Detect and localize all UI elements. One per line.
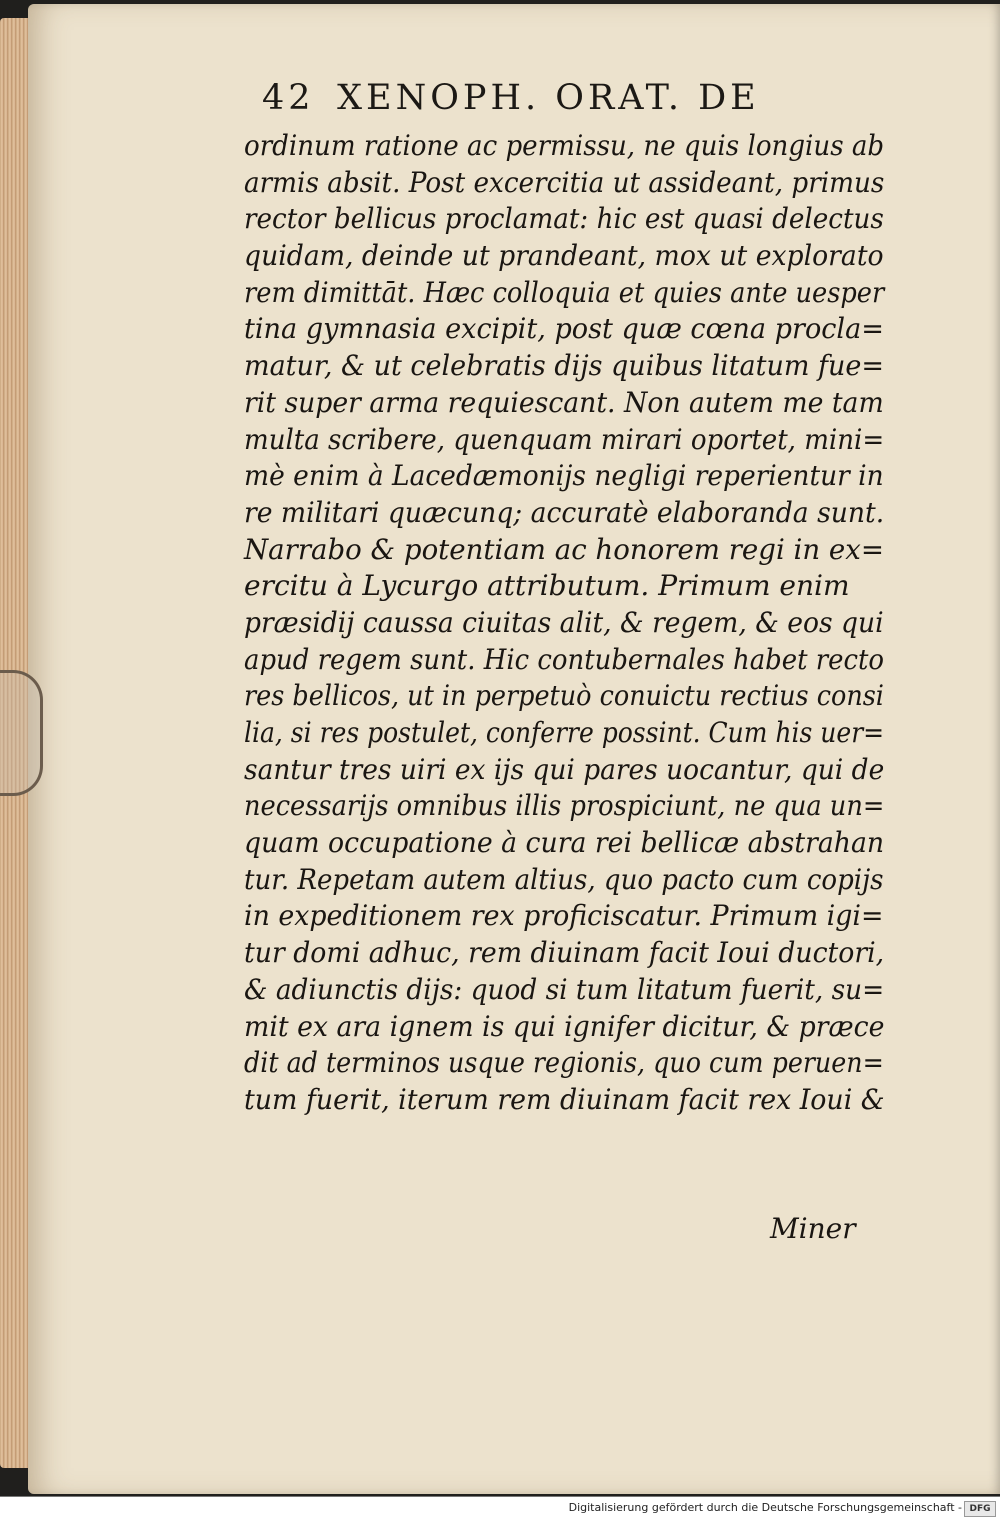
text-line: præsidij caussa ciuitas alit, & regem, & eos qui [244, 605, 884, 639]
running-head [262, 78, 862, 126]
text-line: ordinum ratione ac permissu, ne quis longius ab [244, 129, 885, 162]
text-line: mit ex ara ignem is qui ignifer dicitur, & præce [244, 1009, 885, 1043]
text-line: quam occupatione à cura rei bellicæ abstrahan [244, 826, 885, 860]
dfg-logo-icon: DFG [964, 1501, 996, 1517]
text-line: in expeditionem rex proficiscatur. Primum igi= [244, 899, 884, 933]
page-number: 42 [262, 78, 315, 118]
running-head-title: XENOPH. ORAT. DE [337, 78, 760, 118]
text-line: necessarijs omnibus illis prospiciunt, ne qua un= [244, 789, 885, 823]
text-line: lia, si res postulet, conferre possint. Cum his uer= [244, 716, 885, 749]
text-line: apud regem sunt. Hic contubernales habet recto [244, 642, 885, 676]
text-line: rector bellicus proclamat: hic est quasi delectus [244, 202, 884, 236]
text-line: Narrabo & potentiam ac honorem regi in ex= [244, 532, 884, 566]
text-line: & adiunctis dijs: quod si tum litatum fuerit, su= [244, 972, 885, 1006]
text-line: multa scribere, quenquam mirari oportet, mini= [244, 422, 885, 456]
text-line: santur tres uiri ex ijs qui pares uocantur, qui de [244, 752, 885, 786]
text-line: tur. Repetam autem altius, quo pacto cum copijs [244, 862, 884, 896]
text-line: dit ad terminos usque regionis, quo cum peruen= [244, 1046, 884, 1080]
funding-credit: Digitalisierung gefördert durch die Deutsche Forschungsgemeinschaft - [568, 1501, 962, 1514]
text-line: ercitu à Lycurgo attributum. Primum enim [244, 569, 850, 603]
text-line: armis absit. Post excercitia ut assideant, primus [244, 165, 885, 199]
text-line: mè enim à Lacedæmonijs negligi reperientur in [244, 459, 884, 493]
text-line: matur, & ut celebratis dijs quibus litatum fue= [244, 349, 885, 383]
footer-bar [0, 1496, 1000, 1521]
text-line: rit super arma requiescant. Non autem me tam [244, 385, 884, 419]
text-line: tum fuerit, iterum rem diuinam facit rex Ioui & [244, 1082, 885, 1116]
catchword: Miner [770, 1212, 856, 1245]
text-line: re militari quæcunq; accuratè elaboranda sunt. [244, 495, 885, 529]
text-line: tina gymnasia excipit, post quæ cœna procla= [244, 312, 884, 346]
text-line: rem dimittāt. Hæc colloquia et quies ante uesper [244, 275, 885, 309]
book-clip [0, 670, 43, 796]
text-block [244, 128, 884, 1119]
text-line: tur domi adhuc, rem diuinam facit Ioui ductori, [244, 936, 885, 970]
text-line: res bellicos, ut in perpetuò conuictu rectius consi [244, 679, 884, 713]
text-line: quidam, deinde ut prandeant, mox ut explorato [244, 239, 884, 273]
